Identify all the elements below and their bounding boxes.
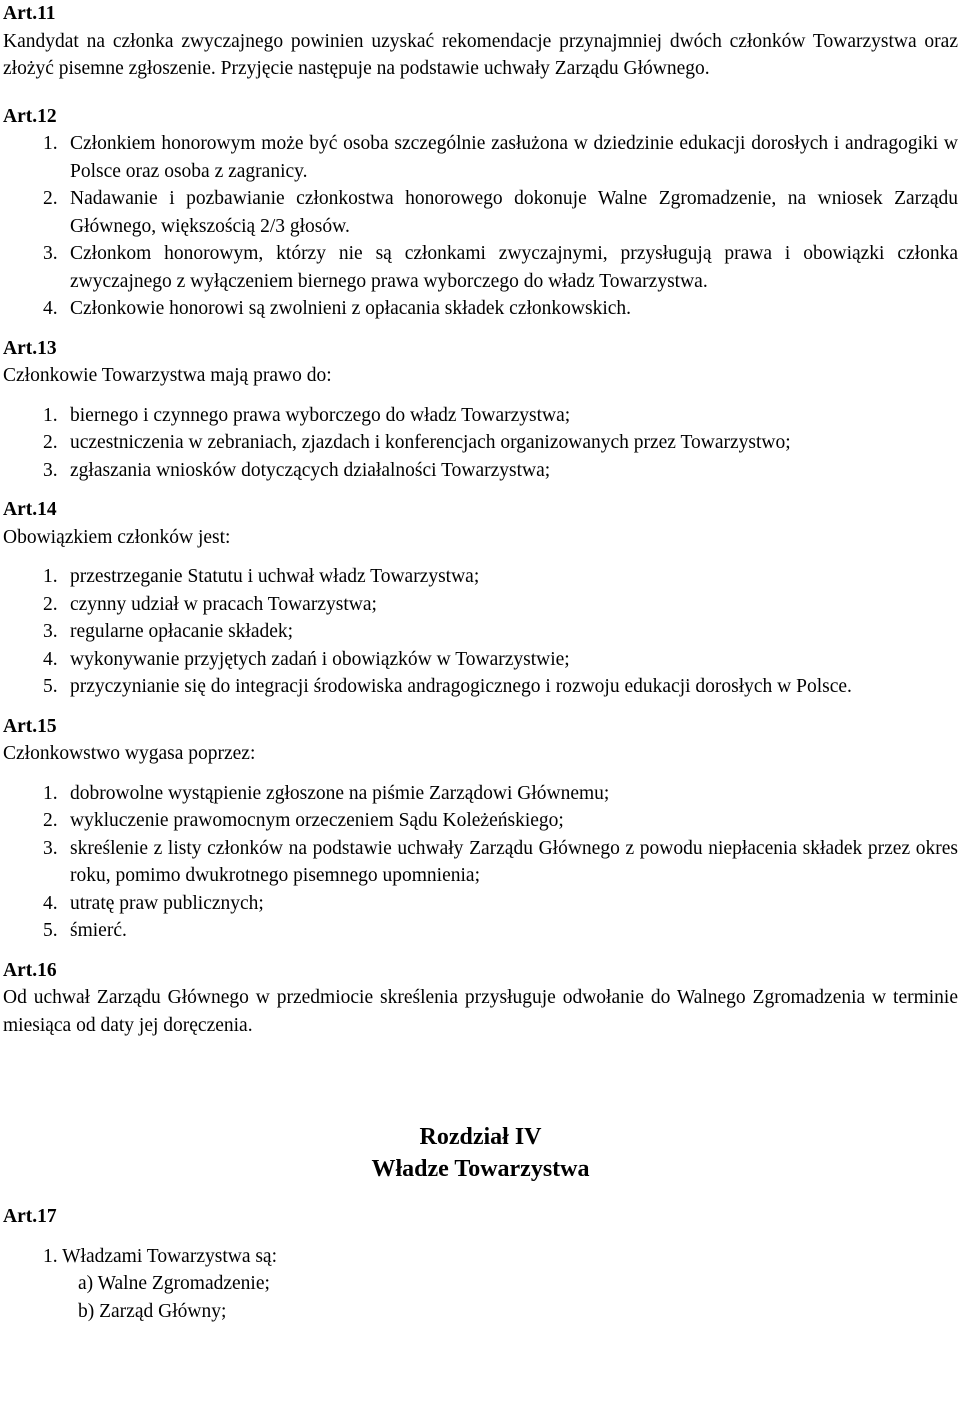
article-13-list <box>3 402 958 485</box>
list-item: 1. dobrowolne wystąpienie zgłoszone na piśmie Zarządowi Głównemu; <box>43 782 610 804</box>
article-heading-15: Art.15 <box>3 715 57 737</box>
article-heading-13: Art.13 <box>3 337 57 359</box>
list-item: 3. zgłaszania wniosków dotyczących działalności Towarzystwa; <box>43 459 551 481</box>
article-heading-12: Art.12 <box>3 105 57 127</box>
list-item: b) Zarząd Główny; <box>78 1300 227 1322</box>
article-16-text: Od uchwał Zarządu Głównego w przedmiocie skreślenia przysługuje odwołanie do Walnego Zgromadzenia w terminie miesiąca od daty jej doręczenia. <box>3 987 958 1036</box>
list-item: 4. utratę praw publicznych; <box>43 892 264 914</box>
list-item: 5. śmierć. <box>43 920 127 941</box>
article-heading-17: Art.17 <box>3 1206 57 1227</box>
article-12-list <box>3 130 958 323</box>
list-item: 3. regularne opłacanie składek; <box>43 621 294 642</box>
article-11-text: Kandydat na członka zwyczajnego powinien uzyskać rekomendacje przynajmniej dwóch członków Towarzystwa oraz złożyć pisemne zgłoszenie. Przyjęcie następuje na podstawie uchwały Zarządu Głównego. <box>3 30 958 79</box>
article-heading-16: Art.16 <box>3 959 57 981</box>
list-item: 5. przyczynianie się do integracji środowiska andragogicznego i rozwoju edukacji dorosłych w Polsce. <box>43 676 852 697</box>
article-13-intro: Członkowie Towarzystwa mają prawo do: <box>3 365 332 386</box>
list-item: 3. skreślenie z listy członków na podstawie uchwały Zarządu Głównego z powodu niepłacenia składek przez okres roku, pomimo dwukrotnego pisemnego upomnienia; <box>43 837 958 886</box>
list-item: a) Walne Zgromadzenie; <box>78 1273 270 1294</box>
list-item: 2. uczestniczenia w zebraniach, zjazdach i konferencjach organizowanych przez Towarzystwo; <box>43 432 791 453</box>
article-heading-11: Art.11 <box>3 3 56 24</box>
list-item: 3. Członkom honorowym, którzy nie są członkami zwyczajnymi, przysługują prawa i obowiązki członka zwyczajnego z wyłączeniem biernego prawa wyborczego do władz Towarzystwa. <box>43 243 958 292</box>
list-item: 4. Członkowie honorowi są zwolnieni z opłacania składek członkowskich. <box>43 298 632 319</box>
list-item: 2. wykluczenie prawomocnym orzeczeniem Sądu Koleżeńskiego; <box>43 810 564 831</box>
article-14-intro: Obowiązkiem członków jest: <box>3 526 231 548</box>
list-item: 2. czynny udział w pracach Towarzystwa; <box>43 593 377 615</box>
list-item: 4. wykonywanie przyjętych zadań i obowiązków w Towarzystwie; <box>43 648 570 670</box>
document-page <box>3 0 958 1325</box>
article-15-intro: Członkowstwo wygasa poprzez: <box>3 743 256 764</box>
list-item: 1. biernego i czynnego prawa wyborczego do władz Towarzystwa; <box>43 404 571 426</box>
chapter-title: Władze Towarzystwa <box>371 1156 590 1182</box>
article-15-list <box>3 780 958 945</box>
article-heading-14: Art.14 <box>3 499 57 520</box>
list-item: 1. Członkiem honorowym może być osoba szczególnie zasłużona w dziedzinie edukacji dorosłych i andragogiki w Polsce oraz osoba z zagranicy. <box>43 133 958 182</box>
list-item: 2. Nadawanie i pozbawianie członkostwa honorowego dokonuje Walne Zgromadzenie, na wniosek Zarządu Głównego, większością 2/3 głosów. <box>43 188 958 237</box>
chapter-number: Rozdział IV <box>419 1124 542 1150</box>
article-17-intro: 1. Władzami Towarzystwa są: <box>43 1245 278 1267</box>
article-17-sublist <box>3 1270 958 1325</box>
list-item: 1. przestrzeganie Statutu i uchwał władz Towarzystwa; <box>43 566 480 587</box>
article-14-list <box>3 563 958 701</box>
